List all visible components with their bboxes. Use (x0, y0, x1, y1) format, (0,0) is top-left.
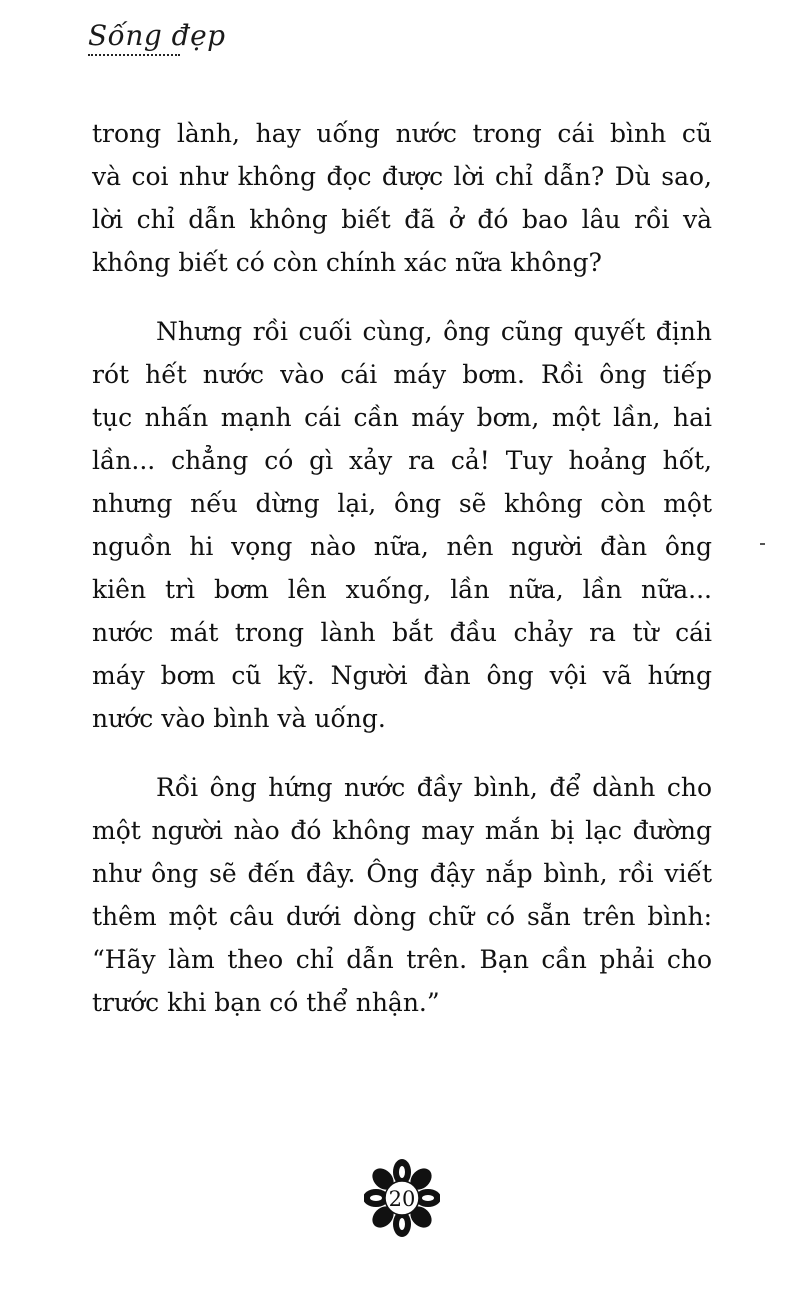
text-line: Rồi ông hứng nước đầy bình, để dành cho (156, 773, 712, 802)
text-line: không biết có còn chính xác nữa không? (92, 248, 602, 277)
text-line: một người nào đó không may mắn bị lạc đường (92, 816, 712, 845)
text-line: như ông sẽ đến đây. Ông đậy nắp bình, rồi viết (92, 859, 712, 888)
header-dotted-rule (88, 54, 180, 56)
page-number-ornament (364, 1158, 440, 1238)
text-line: rót hết nước vào cái máy bơm. Rồi ông tiếp (92, 360, 712, 389)
running-header (88, 19, 226, 56)
text-line: lời chỉ dẫn không biết đã ở đó bao lâu rồi và (92, 205, 712, 234)
text-line: nước mát trong lành bắt đầu chảy ra từ cái (92, 618, 712, 647)
text-line: nước vào bình và uống. (92, 704, 386, 733)
text-line: máy bơm cũ kỹ. Người đàn ông vội vã hứng (92, 661, 712, 690)
paragraph-3 (92, 766, 712, 1024)
body-text (92, 112, 712, 1050)
text-line: và coi như không đọc được lời chỉ dẫn? Dù sao, (92, 162, 712, 191)
text-line: Nhưng rồi cuối cùng, ông cũng quyết định (156, 317, 712, 346)
text-line: “Hãy làm theo chỉ dẫn trên. Bạn cần phải cho (92, 945, 712, 974)
text-line: kiên trì bơm lên xuống, lần nữa, lần nữa... (92, 575, 712, 604)
text-line: lần... chẳng có gì xảy ra cả! Tuy hoảng hốt, (92, 446, 712, 475)
text-line: tục nhấn mạnh cái cần máy bơm, một lần, hai (92, 403, 712, 432)
paragraph-1 (92, 112, 712, 284)
print-speck (760, 543, 765, 545)
text-line: trước khi bạn có thể nhận.” (92, 988, 440, 1017)
page-number: 20 (388, 1187, 416, 1211)
text-line: trong lành, hay uống nước trong cái bình cũ (92, 119, 712, 148)
paragraph-2 (92, 310, 712, 740)
text-line: nhưng nếu dừng lại, ông sẽ không còn một (92, 489, 712, 518)
text-line: thêm một câu dưới dòng chữ có sẵn trên bình: (92, 902, 712, 931)
text-line: nguồn hi vọng nào nữa, nên người đàn ông (92, 532, 712, 561)
running-header-title: Sống đẹp (88, 19, 226, 52)
